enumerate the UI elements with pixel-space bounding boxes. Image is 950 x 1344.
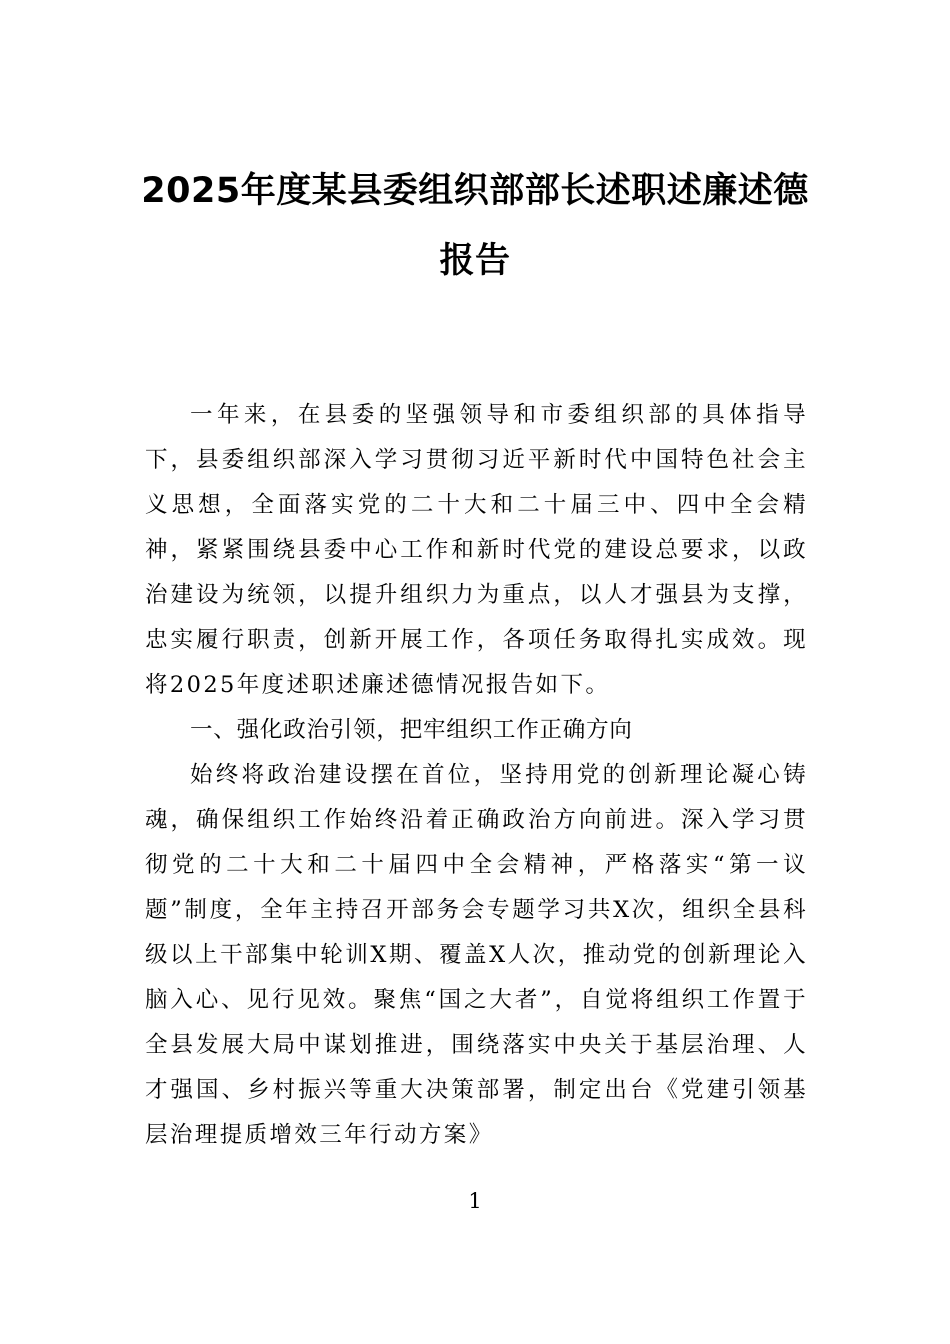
document-title-line-1: 2025年度某县委组织部部长述职述廉述德 <box>141 171 809 211</box>
document-title-line-2: 报告 <box>439 241 511 281</box>
section-paragraph: 始终将政治建设摆在首位，坚持用党的创新理论凝心铸魂，确保组织工作始终沿着正确政治方向前进。深入学习贯彻党的二十大和二十届四中全会精神，严格落实“第一议题”制度，全年主持召开部务会专题学习共X次，组织全县科级以上干部集中轮训X期、覆盖X人次，推动党的创新理论入脑入心、见行见效。聚焦“国之大者”，自觉将组织工作置于全县发展大局中谋划推进，围绕落实中央关于基层治理、人才强国、乡村振兴等重大决策部署，制定出台《党建引领基层治理提质增效三年行动方案》 <box>145 762 808 1148</box>
section-heading: 一、强化政治引领，把牢组织工作正确方向 <box>190 717 633 743</box>
intro-paragraph: 一年来，在县委的坚强领导和市委组织部的具体指导下，县委组织部深入学习贯彻习近平新时代中国特色社会主义思想，全面落实党的二十大和二十届三中、四中全会精神，紧紧围绕县委中心工作和新时代党的建设总要求，以政治建设为统领，以提升组织力为重点，以人才强县为支撑，忠实履行职责，创新开展工作，各项任务取得扎实成效。现将2025年度述职述廉述德情况报告如下。 <box>145 402 808 698</box>
page-number: 1 <box>468 1189 482 1213</box>
